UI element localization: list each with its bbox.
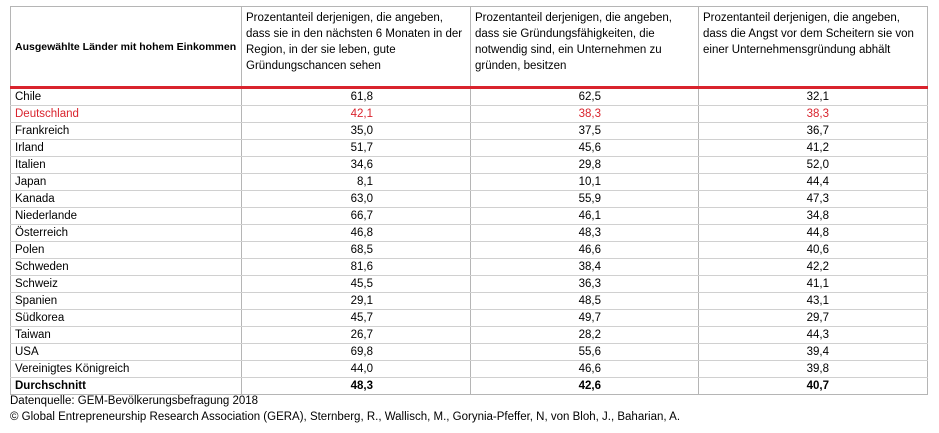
value-cell: 66,7 xyxy=(242,208,471,225)
value-cell: 48,3 xyxy=(471,225,699,242)
value-cell: 37,5 xyxy=(471,123,699,140)
country-cell: Südkorea xyxy=(11,310,242,327)
table-row xyxy=(11,276,928,293)
value-cell: 81,6 xyxy=(242,259,471,276)
value-cell: 63,0 xyxy=(242,191,471,208)
table-row xyxy=(11,208,928,225)
value-cell: 34,6 xyxy=(242,157,471,174)
average-value: 48,3 xyxy=(242,378,471,395)
table-row xyxy=(11,88,928,106)
value-cell: 43,1 xyxy=(699,293,928,310)
value-cell: 48,5 xyxy=(471,293,699,310)
value-cell: 39,8 xyxy=(699,361,928,378)
table-row-highlighted xyxy=(11,106,928,123)
country-cell: Spanien xyxy=(11,293,242,310)
table-row xyxy=(11,225,928,242)
value-cell: 38,3 xyxy=(471,106,699,123)
table-row xyxy=(11,310,928,327)
value-cell: 29,1 xyxy=(242,293,471,310)
value-cell: 69,8 xyxy=(242,344,471,361)
value-cell: 29,8 xyxy=(471,157,699,174)
value-cell: 41,1 xyxy=(699,276,928,293)
country-cell: Japan xyxy=(11,174,242,191)
table-row xyxy=(11,293,928,310)
value-cell: 36,3 xyxy=(471,276,699,293)
table-row xyxy=(11,259,928,276)
table-row xyxy=(11,174,928,191)
table-row xyxy=(11,242,928,259)
value-cell: 52,0 xyxy=(699,157,928,174)
value-cell: 28,2 xyxy=(471,327,699,344)
average-value: 42,6 xyxy=(471,378,699,395)
value-cell: 68,5 xyxy=(242,242,471,259)
header-skills: Prozentanteil derjenigen, die angeben, dass sie Gründungsfähigkeiten, die notwendig sind, ein Unternehmen zu gründen, besitzen xyxy=(471,7,699,88)
country-cell: Taiwan xyxy=(11,327,242,344)
value-cell: 29,7 xyxy=(699,310,928,327)
average-value: 40,7 xyxy=(699,378,928,395)
survey-table xyxy=(10,6,928,395)
value-cell: 42,2 xyxy=(699,259,928,276)
value-cell: 61,8 xyxy=(242,88,471,106)
table-row xyxy=(11,327,928,344)
value-cell: 44,0 xyxy=(242,361,471,378)
table-row xyxy=(11,191,928,208)
value-cell: 34,8 xyxy=(699,208,928,225)
country-cell: Chile xyxy=(11,88,242,106)
header-opportunities: Prozentanteil derjenigen, die angeben, dass sie in den nächsten 6 Monaten in der Region, in der sie leben, gute Gründungschancen sehen xyxy=(242,7,471,88)
value-cell: 36,7 xyxy=(699,123,928,140)
value-cell: 41,2 xyxy=(699,140,928,157)
header-countries: Ausgewählte Länder mit hohem Einkommen xyxy=(11,7,242,88)
value-cell: 46,6 xyxy=(471,242,699,259)
country-cell: Niederlande xyxy=(11,208,242,225)
country-cell: Kanada xyxy=(11,191,242,208)
average-row xyxy=(11,378,928,395)
country-cell: Schweiz xyxy=(11,276,242,293)
value-cell: 49,7 xyxy=(471,310,699,327)
value-cell: 45,7 xyxy=(242,310,471,327)
value-cell: 40,6 xyxy=(699,242,928,259)
value-cell: 55,9 xyxy=(471,191,699,208)
country-cell: Deutschland xyxy=(11,106,242,123)
value-cell: 62,5 xyxy=(471,88,699,106)
value-cell: 38,3 xyxy=(699,106,928,123)
value-cell: 46,8 xyxy=(242,225,471,242)
value-cell: 45,6 xyxy=(471,140,699,157)
value-cell: 44,3 xyxy=(699,327,928,344)
value-cell: 44,4 xyxy=(699,174,928,191)
value-cell: 42,1 xyxy=(242,106,471,123)
country-cell: Österreich xyxy=(11,225,242,242)
table-row xyxy=(11,361,928,378)
table-row xyxy=(11,344,928,361)
table-row xyxy=(11,140,928,157)
value-cell: 32,1 xyxy=(699,88,928,106)
country-cell: Vereinigtes Königreich xyxy=(11,361,242,378)
value-cell: 47,3 xyxy=(699,191,928,208)
value-cell: 8,1 xyxy=(242,174,471,191)
table-header xyxy=(11,7,928,88)
value-cell: 39,4 xyxy=(699,344,928,361)
country-cell: Polen xyxy=(11,242,242,259)
header-fear-of-failure: Prozentanteil derjenigen, die angeben, dass die Angst vor dem Scheitern sie von einer Unternehmensgründung abhält xyxy=(699,7,928,88)
source-note: Datenquelle: GEM-Bevölkerungsbefragung 2018 xyxy=(10,395,259,407)
header-row xyxy=(11,7,928,88)
table-body xyxy=(11,88,928,395)
value-cell: 38,4 xyxy=(471,259,699,276)
value-cell: 46,1 xyxy=(471,208,699,225)
country-cell: Frankreich xyxy=(11,123,242,140)
copyright-note: © Global Entrepreneurship Research Association (GERA), Sternberg, R., Wallisch, M., Gorynia-Pfeffer, N, von Bloh, J., Baharian, A. xyxy=(10,411,681,423)
average-label: Durchschnitt xyxy=(11,378,242,395)
value-cell: 10,1 xyxy=(471,174,699,191)
country-cell: Schweden xyxy=(11,259,242,276)
value-cell: 45,5 xyxy=(242,276,471,293)
value-cell: 35,0 xyxy=(242,123,471,140)
table-row xyxy=(11,157,928,174)
value-cell: 51,7 xyxy=(242,140,471,157)
value-cell: 55,6 xyxy=(471,344,699,361)
value-cell: 46,6 xyxy=(471,361,699,378)
country-cell: Italien xyxy=(11,157,242,174)
table-row xyxy=(11,123,928,140)
value-cell: 26,7 xyxy=(242,327,471,344)
value-cell: 44,8 xyxy=(699,225,928,242)
country-cell: USA xyxy=(11,344,242,361)
country-cell: Irland xyxy=(11,140,242,157)
